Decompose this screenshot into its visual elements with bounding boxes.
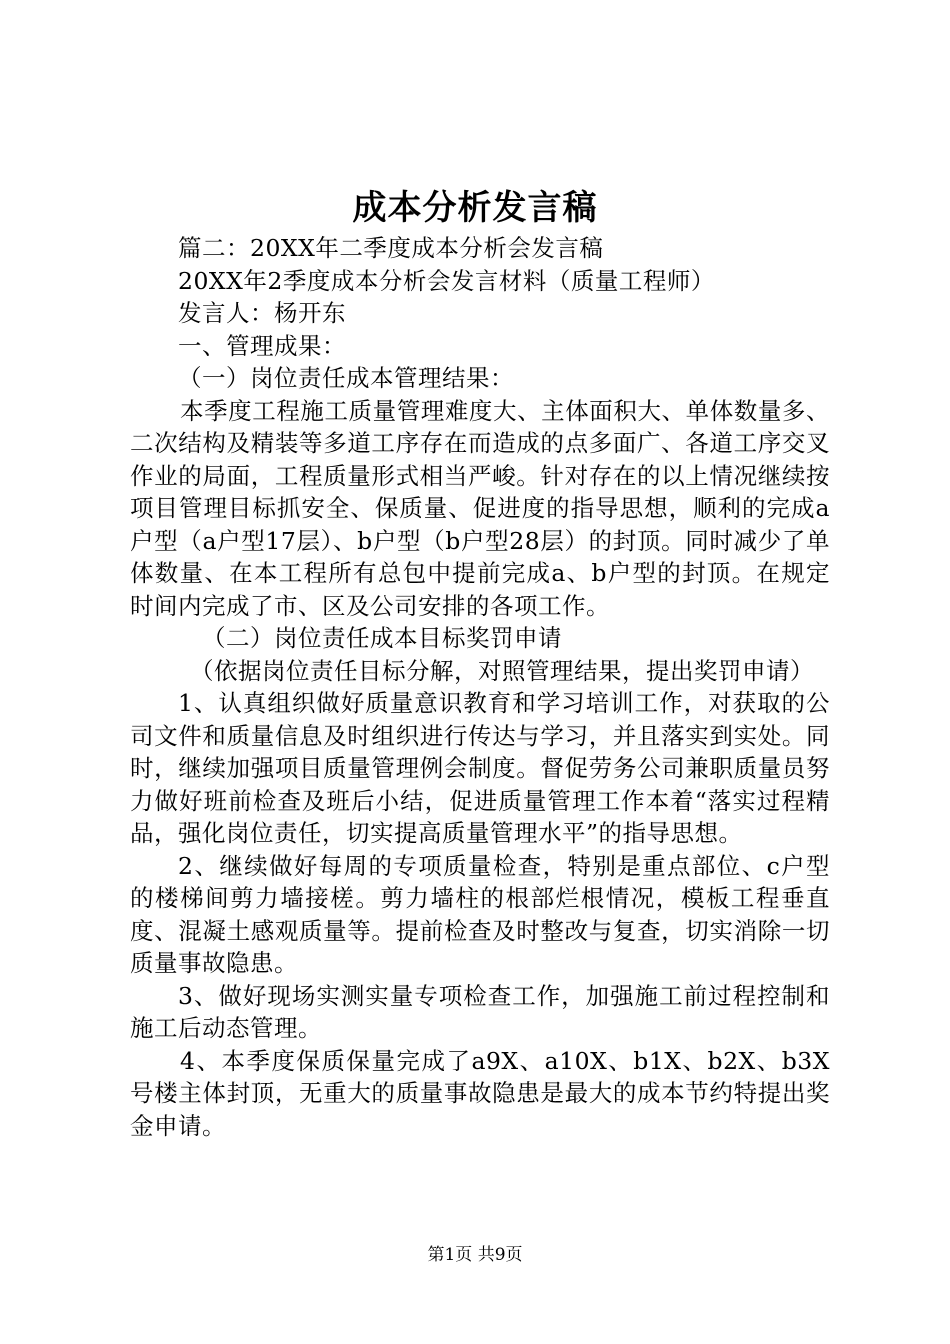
paragraph-item-1: 1、认真组织做好质量意识教育和学习培训工作，对获取的公司文件和质量信息及时组织进行传达与学习，并且落实到实处。同时，继续加强项目质量管理例会制度。督促劳务公司兼职质量员努力做好班前检查及班后小结，促进质量管理工作本着“落实过程精品，强化岗位责任，切实提高质量管理水平”的指导思想。 — [130, 689, 830, 847]
heading-cost-management-results: （一）岗位责任成本管理结果： — [178, 364, 514, 392]
paragraph-subtitle: 篇二：20XX年二季度成本分析会发言稿 — [178, 234, 604, 262]
paragraph-item-4: 4、本季度保质保量完成了a9X、a10X、b1X、b2X、b3X号楼主体封顶，无重大的质量事故隐患是最大的成本节约特提出奖金申请。 — [130, 1046, 830, 1140]
document-title: 成本分析发言稿 — [352, 188, 598, 228]
paragraph-speaker: 发言人：杨开东 — [178, 299, 346, 327]
paragraph-quarter-summary: 本季度工程施工质量管理难度大、主体面积大、单体数量多、二次结构及精装等多道工序存在而造成的点多面广、各道工序交叉作业的局面，工程质量形式相当严峻。针对存在的以上情况继续按项目管理目标抓安全、保质量、促进度的指导思想，顺利的完成a户型（a户型17层）、b户型（b户型28层）的封顶。同时减少了单体数量、在本工程所有总包中提前完成a、b户型的封顶。在规定时间内完成了市、区及公司安排的各项工作。 — [130, 396, 830, 620]
paragraph-material-title: 20XX年2季度成本分析会发言材料（质量工程师） — [178, 266, 715, 295]
page-number: 第1页 共9页 — [427, 1245, 523, 1265]
heading-management-results: 一、管理成果： — [178, 331, 346, 360]
heading-reward-application: （二）岗位责任成本目标奖罚申请 — [202, 624, 562, 652]
paragraph-item-2: 2、继续做好每周的专项质量检查，特别是重点部位、c户型的楼梯间剪力墙接槎。剪力墙柱的根部烂根情况，模板工程垂直度、混凝土感观质量等。提前检查及时整改与复查，切实消除一切质量事故隐患。 — [130, 851, 830, 977]
document-body — [130, 232, 830, 1142]
paragraph-reward-basis: （依据岗位责任目标分解，对照管理结果，提出奖罚申请） — [190, 656, 814, 685]
paragraph-item-3: 3、做好现场实测实量专项检查工作，加强施工前过程控制和施工后动态管理。 — [130, 981, 830, 1042]
